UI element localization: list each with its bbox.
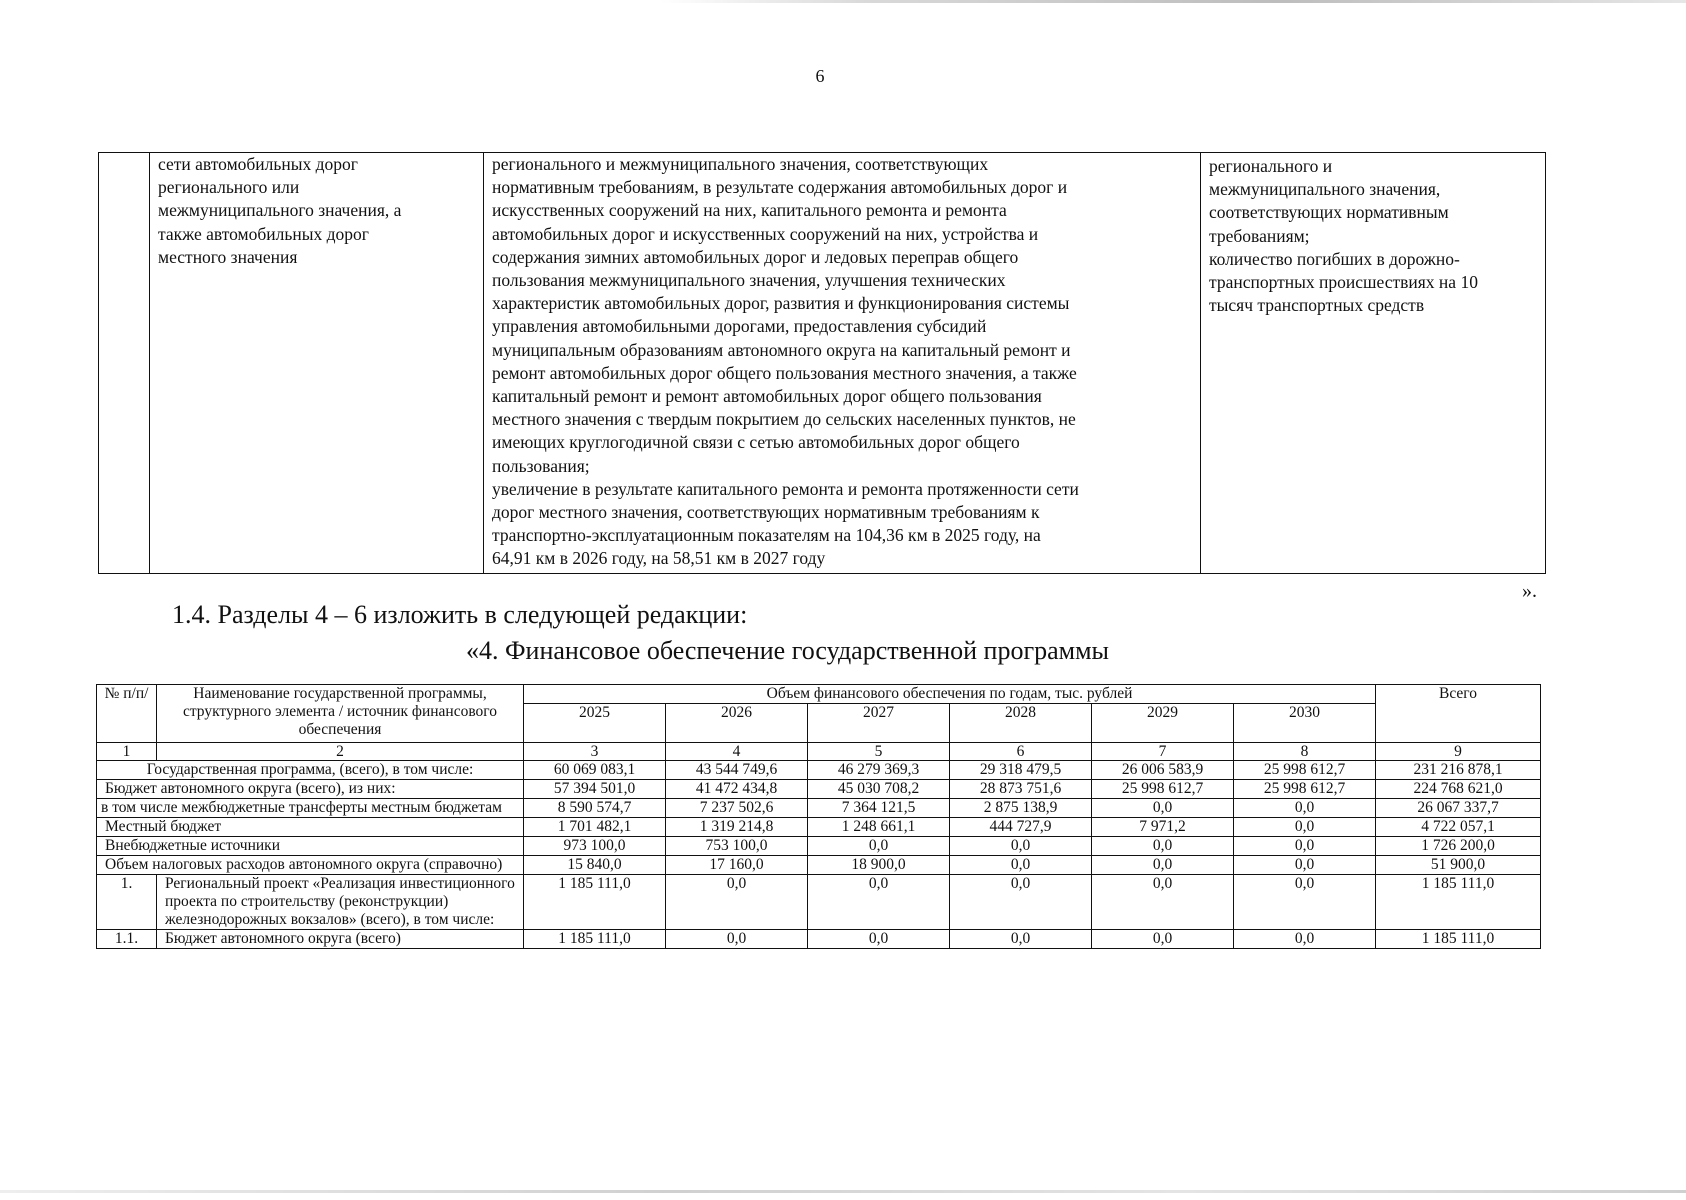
text-line: 64,91 км в 2026 году, на 58,51 км в 2027 году [492,548,826,569]
header-name: Наименование государственной программы, структурного элемента / источник финансового обеспечения [157,685,524,743]
row-value: 0,0 [808,930,950,949]
row-value: 1 185 111,0 [524,875,666,930]
row-value: 1 319 214,8 [666,818,808,837]
text-line: муниципальным образованиям автономного округа на капитальный ремонт и [492,339,1071,360]
row-value: 0,0 [1092,856,1234,875]
row-value: 2 875 138,9 [950,799,1092,818]
text-line: тысяч транспортных средств [1209,295,1425,316]
table-row [97,875,1541,930]
text-line: регионального и [1209,156,1333,176]
row-label: Объем налоговых расходов автономного округа (справочно) [97,856,524,875]
row-value: 0,0 [1092,837,1234,856]
text-line: регионального и межмуниципального значения, соответствующих [492,154,989,174]
scan-edge-bottom [0,1190,1686,1193]
row-value: 0,0 [666,930,808,949]
row-value: 1 701 482,1 [524,818,666,837]
index-cell: 6 [950,743,1092,761]
row-value: 8 590 574,7 [524,799,666,818]
header-row [97,685,1541,704]
row-label: Местный бюджет [97,818,524,837]
row-value: 0,0 [1234,818,1376,837]
row-value: 0,0 [950,875,1092,930]
header-year: 2028 [950,704,1092,743]
text-line: имеющих круглогодичной связи с сетью автомобильных дорог общего [492,432,1020,453]
row-total: 1 185 111,0 [1376,930,1541,949]
row-value: 25 998 612,7 [1092,780,1234,799]
row-value: 0,0 [1092,930,1234,949]
index-cell: 9 [1376,743,1541,761]
text-line: содержания зимних автомобильных дорог и ледовых переправ общего [492,246,1019,267]
text-line: нормативным требованиям, в результате содержания автомобильных дорог и [492,177,1068,198]
continued-row [99,153,1546,574]
text-line: межмуниципального значения, [1209,179,1441,200]
continued-cell-structure [150,153,484,574]
row-label: Бюджет автономного округа (всего) [157,930,524,949]
row-value: 15 840,0 [524,856,666,875]
row-value: 1 185 111,0 [524,930,666,949]
table-row [97,856,1541,875]
text-line: межмуниципального значения, а [158,200,402,221]
index-cell: 3 [524,743,666,761]
text-line: капитальный ремонт и ремонт автомобильных дорог общего пользования [492,386,1042,407]
header-total: Всего [1376,685,1541,743]
section-instruction: 1.4. Разделы 4 – 6 изложить в следующей редакции: [172,600,748,629]
row-number: 1. [97,875,157,930]
text-line: пользования межмуниципального значения, улучшения технических [492,270,1006,291]
row-value: 18 900,0 [808,856,950,875]
text-line: транспортно-эксплуатационным показателям на 104,36 км в 2025 году, на [492,525,1041,546]
index-cell: 8 [1234,743,1376,761]
row-value: 7 237 502,6 [666,799,808,818]
text-line: пользования; [492,455,590,476]
row-value: 7 364 121,5 [808,799,950,818]
row-value: 25 998 612,7 [1234,761,1376,780]
scan-edge-top [660,0,1686,3]
closing-quote: ». [1522,580,1537,602]
row-value: 0,0 [950,856,1092,875]
row-value: 0,0 [808,837,950,856]
row-value: 0,0 [950,930,1092,949]
header-number: № п/п/ [97,685,157,743]
continued-cell-results [484,153,1201,574]
row-label: Региональный проект «Реализация инвестиционного проекта по строительству (реконструкции) железнодорожных вокзалов» (всего), в том числе: [157,875,524,930]
text-line: искусственных сооружений на них, капитального ремонта и ремонта [492,200,1007,221]
row-value: 26 006 583,9 [1092,761,1234,780]
text-line: характеристик автомобильных дорог, развития и функционирования системы [492,293,1070,314]
row-label: в том числе межбюджетные трансферты местным бюджетам [97,799,524,818]
row-label: Государственная программа, (всего), в том числе: [97,761,524,780]
text-line: сети автомобильных дорог [158,154,358,174]
row-total: 4 722 057,1 [1376,818,1541,837]
table-row [97,837,1541,856]
text-line: ремонт автомобильных дорог общего пользования местного значения, а также [492,362,1077,383]
text-line: автомобильных дорог и искусственных сооружений на них, устройства и [492,223,1039,244]
index-row [97,743,1541,761]
row-value: 1 248 661,1 [808,818,950,837]
text-line: управления автомобильными дорогами, предоставления субсидий [492,316,987,337]
row-value: 444 727,9 [950,818,1092,837]
text-line: местного значения с твердым покрытием до сельских населенных пунктов, не [492,409,1076,430]
text-line: дорог местного значения, соответствующих нормативным требованиям к [492,502,1040,523]
index-cell: 1 [97,743,157,761]
text-line: увеличение в результате капитального ремонта и ремонта протяженности сети [492,478,1079,499]
table-row [97,818,1541,837]
table-row [97,930,1541,949]
row-value: 753 100,0 [666,837,808,856]
row-value: 29 318 479,5 [950,761,1092,780]
row-total: 1 185 111,0 [1376,875,1541,930]
row-value: 57 394 501,0 [524,780,666,799]
row-value: 0,0 [666,875,808,930]
row-total: 224 768 621,0 [1376,780,1541,799]
table-row [97,799,1541,818]
index-cell: 7 [1092,743,1234,761]
row-label: Внебюджетные источники [97,837,524,856]
row-total: 26 067 337,7 [1376,799,1541,818]
row-value: 45 030 708,2 [808,780,950,799]
financing-table [96,684,1541,949]
row-label: Бюджет автономного округа (всего), из них: [97,780,524,799]
row-value: 0,0 [1234,875,1376,930]
row-value: 973 100,0 [524,837,666,856]
continued-cell-number [99,153,150,574]
table-row [97,780,1541,799]
text-line: количество погибших в дорожно- [1209,248,1460,269]
row-total: 51 900,0 [1376,856,1541,875]
text-line: местного значения [158,246,298,267]
text-line: также автомобильных дорог [158,223,369,244]
header-year: 2029 [1092,704,1234,743]
continued-table [98,152,1546,574]
row-number: 1.1. [97,930,157,949]
row-value: 60 069 083,1 [524,761,666,780]
row-total: 231 216 878,1 [1376,761,1541,780]
index-cell: 5 [808,743,950,761]
header-year: 2027 [808,704,950,743]
row-value: 28 873 751,6 [950,780,1092,799]
row-value: 7 971,2 [1092,818,1234,837]
row-value: 25 998 612,7 [1234,780,1376,799]
header-year: 2026 [666,704,808,743]
row-value: 43 544 749,6 [666,761,808,780]
text-line: транспортных происшествиях на 10 [1209,272,1478,293]
index-cell: 2 [157,743,524,761]
row-value: 0,0 [1092,875,1234,930]
row-value: 0,0 [1092,799,1234,818]
row-value: 46 279 369,3 [808,761,950,780]
row-value: 0,0 [1234,837,1376,856]
header-volume: Объем финансового обеспечения по годам, тыс. рублей [524,685,1376,704]
header-year: 2030 [1234,704,1376,743]
text-line: соответствующих нормативным [1209,202,1449,223]
page-number: 6 [815,66,825,86]
header-year: 2025 [524,704,666,743]
row-value: 0,0 [808,875,950,930]
row-value: 0,0 [1234,799,1376,818]
row-value: 0,0 [1234,930,1376,949]
table-row [97,761,1541,780]
index-cell: 4 [666,743,808,761]
continued-cell-indicators [1201,153,1546,574]
text-line: регионального или [158,177,300,198]
row-value: 0,0 [1234,856,1376,875]
section-heading: «4. Финансовое обеспечение государственной программы [466,636,1110,665]
row-value: 41 472 434,8 [666,780,808,799]
row-total: 1 726 200,0 [1376,837,1541,856]
text-line: требованиям; [1209,225,1310,246]
row-value: 17 160,0 [666,856,808,875]
row-value: 0,0 [950,837,1092,856]
